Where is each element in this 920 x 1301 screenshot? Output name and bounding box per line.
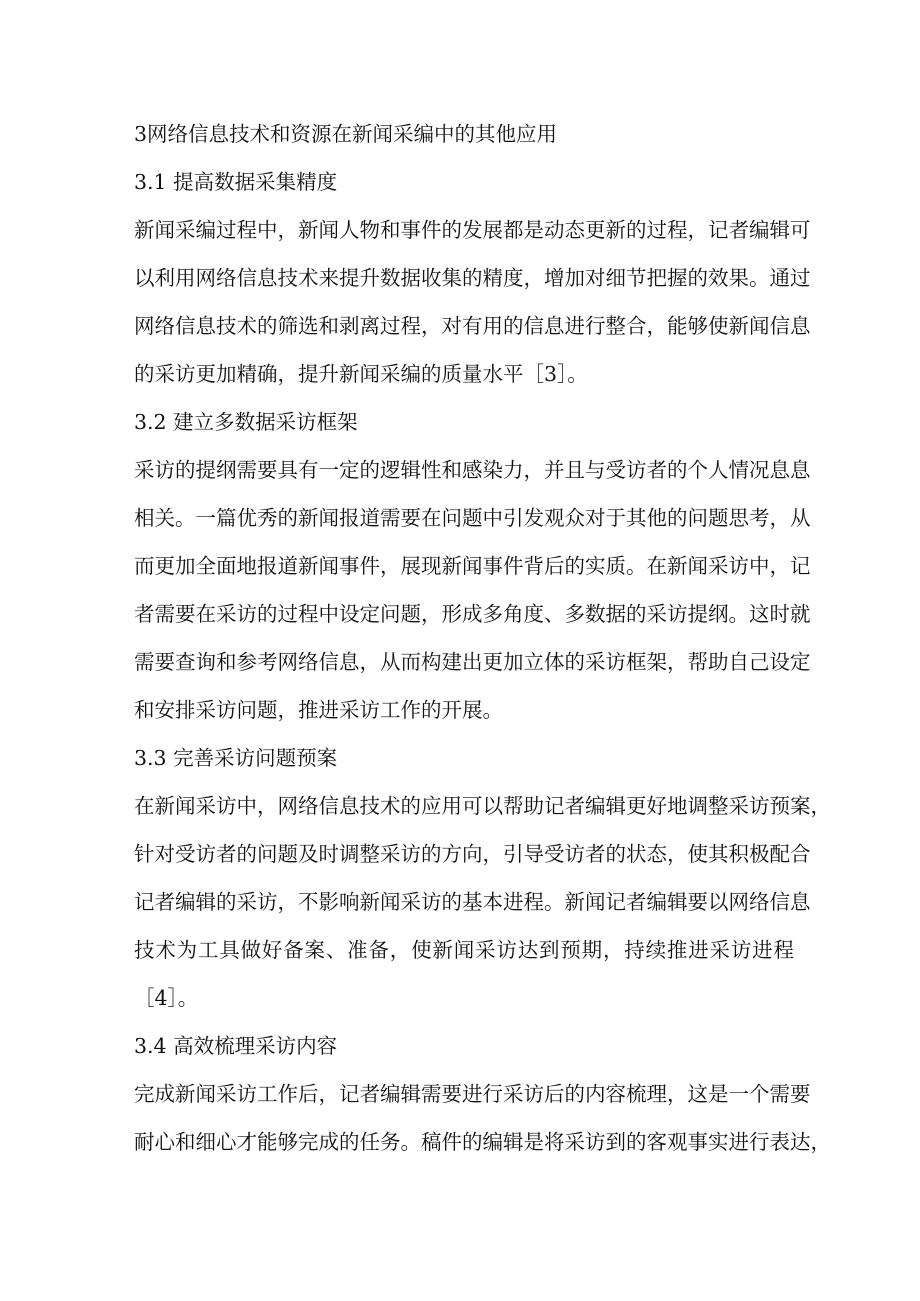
paragraph-line: 技术为工具做好备案、准备，使新闻采访达到预期，持续推进采访进程 [134,938,794,962]
paragraph-line: 而更加全面地报道新闻事件，展现新闻事件背后的实质。在新闻采访中，记 [134,554,811,578]
paragraph-line: 记者编辑的采访，不影响新闻采访的基本进程。新闻记者编辑要以网络信息 [134,890,811,914]
paragraph-line: 相关。一篇优秀的新闻报道需要在问题中引发观众对于其他的问题思考，从 [134,506,811,530]
paragraph-line: 需要查询和参考网络信息，从而构建出更加立体的采访框架，帮助自己设定 [134,650,811,674]
paragraph-line: 在新闻采访中，网络信息技术的应用可以帮助记者编辑更好地调整采访预案， [134,794,831,818]
paragraph-line: ［4］。 [134,986,199,1010]
section-title: 3网络信息技术和资源在新闻采编中的其他应用 [134,122,558,146]
paragraph-line: 针对受访者的问题及时调整采访的方向，引导受访者的状态，使其积极配合 [134,842,811,866]
paragraph-line: 和安排采访问题，推进采访工作的开展。 [134,698,503,722]
paragraph-line: 采访的提纲需要具有一定的逻辑性和感染力，并且与受访者的个人情况息息 [134,458,811,482]
paragraph-line: 完成新闻采访工作后，记者编辑需要进行采访后的内容梳理，这是一个需要 [134,1082,811,1106]
paragraph-line: 的采访更加精确，提升新闻采编的质量水平［3］。 [134,362,588,386]
paragraph-line: 网络信息技术的筛选和剥离过程，对有用的信息进行整合，能够使新闻信息 [134,314,811,338]
subsection-heading-3-2: 3.2 建立多数据采访框架 [134,410,358,434]
paragraph-line: 新闻采编过程中，新闻人物和事件的发展都是动态更新的过程，记者编辑可 [134,218,811,242]
paragraph-line: 者需要在采访的过程中设定问题，形成多角度、多数据的采访提纲。这时就 [134,602,811,626]
subsection-heading-3-1: 3.1 提高数据采集精度 [134,170,338,194]
subsection-heading-3-4: 3.4 高效梳理采访内容 [134,1034,338,1058]
paragraph-line: 以利用网络信息技术来提升数据收集的精度，增加对细节把握的效果。通过 [134,266,811,290]
paragraph-line: 耐心和细心才能够完成的任务。稿件的编辑是将采访到的客观事实进行表达， [134,1130,831,1154]
subsection-heading-3-3: 3.3 完善采访问题预案 [134,746,338,770]
